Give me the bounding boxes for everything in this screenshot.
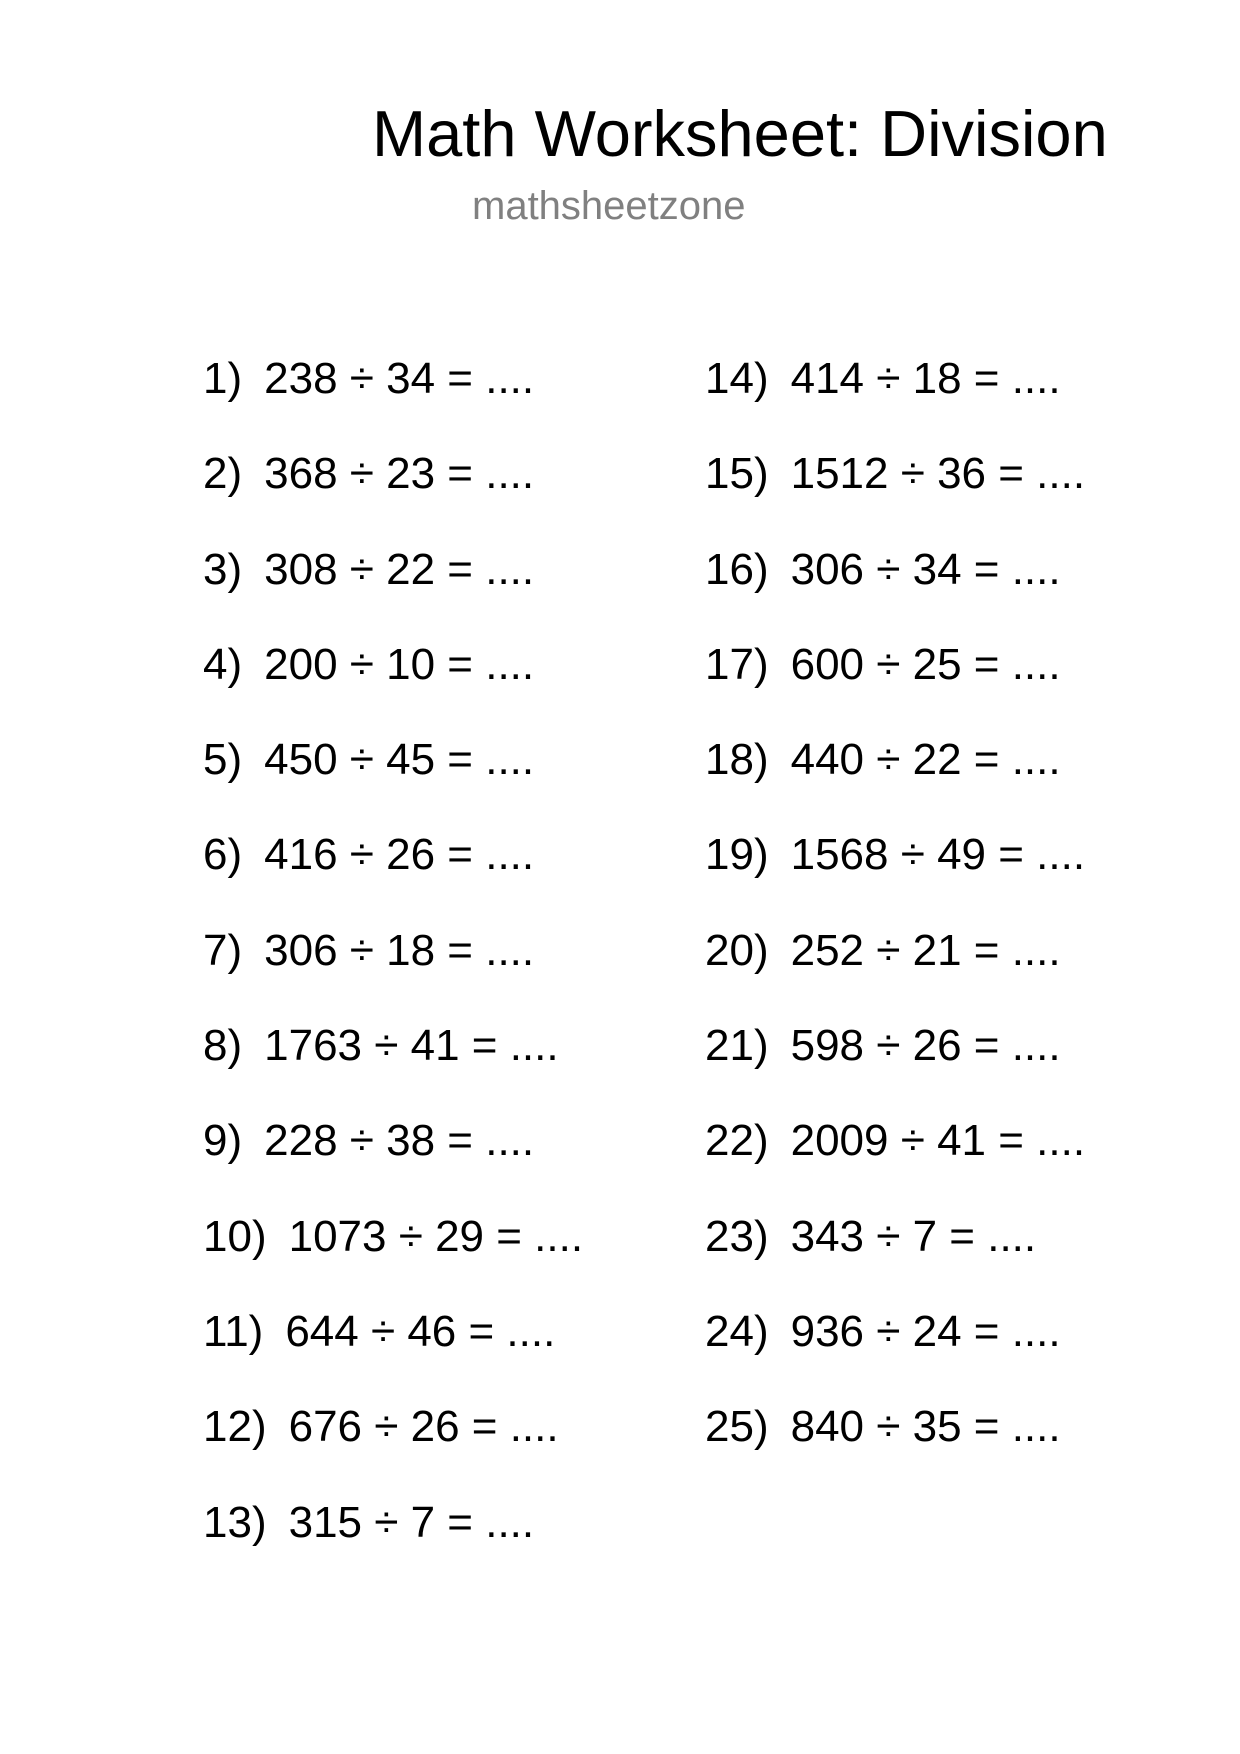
problem-item [203, 1212, 583, 1307]
problem-item [705, 1402, 1085, 1497]
problem-item [705, 1021, 1085, 1116]
problem-equation: 1763 ÷ 41 = .... [264, 1021, 559, 1071]
problem-equation: 414 ÷ 18 = .... [790, 354, 1061, 403]
problem-item [705, 354, 1085, 449]
problem-number: 2) [203, 449, 243, 499]
problem-number: 20) [705, 925, 769, 975]
problem-equation: 238 ÷ 34 = .... [264, 354, 535, 403]
problem-number: 3) [203, 544, 243, 594]
problem-equation: 2009 ÷ 41 = .... [790, 1116, 1086, 1166]
problem-item [203, 830, 583, 925]
problem-item [203, 1307, 583, 1402]
problem-equation: 368 ÷ 23 = .... [264, 449, 535, 499]
problem-number: 14) [705, 354, 769, 403]
problem-equation: 840 ÷ 35 = .... [790, 1402, 1061, 1452]
problem-number: 9) [203, 1116, 243, 1166]
problem-item [203, 926, 583, 1021]
problem-item [203, 1402, 583, 1497]
problem-item [203, 640, 583, 735]
problem-equation: 1512 ÷ 36 = .... [790, 449, 1086, 499]
problem-equation: 450 ÷ 45 = .... [264, 735, 535, 785]
problem-equation: 308 ÷ 22 = .... [264, 544, 535, 594]
problem-item [705, 545, 1085, 640]
problem-equation: 936 ÷ 24 = .... [790, 1306, 1061, 1356]
problem-number: 24) [705, 1306, 769, 1356]
problem-item [203, 1498, 583, 1593]
problem-equation: 1568 ÷ 49 = .... [790, 830, 1086, 880]
problem-equation: 200 ÷ 10 = .... [264, 639, 535, 689]
problem-equation: 306 ÷ 18 = .... [264, 925, 535, 975]
problem-number: 10) [203, 1211, 267, 1261]
problem-number: 16) [705, 544, 769, 594]
problem-number: 22) [705, 1116, 769, 1166]
problem-item [705, 1307, 1085, 1402]
problem-equation: 252 ÷ 21 = .... [790, 925, 1061, 975]
problem-number: 5) [203, 735, 243, 785]
problem-number: 7) [203, 925, 243, 975]
problem-item [705, 640, 1085, 735]
problem-equation: 315 ÷ 7 = .... [288, 1497, 535, 1547]
problem-number: 15) [705, 449, 769, 499]
problem-number: 6) [203, 830, 243, 880]
worksheet-title: Math Worksheet: Division [372, 97, 1108, 170]
problem-number: 8) [203, 1021, 243, 1071]
problem-equation: 306 ÷ 34 = .... [790, 544, 1061, 594]
problem-item [705, 735, 1085, 830]
problem-number: 11) [203, 1306, 264, 1356]
problem-number: 25) [705, 1402, 769, 1452]
problem-number: 21) [705, 1021, 769, 1071]
problem-number: 23) [705, 1211, 769, 1261]
problem-item [705, 1116, 1085, 1211]
problem-item [203, 735, 583, 830]
problem-equation: 644 ÷ 46 = .... [285, 1306, 556, 1356]
problem-column-right [705, 354, 1085, 1498]
problem-number: 18) [705, 735, 769, 785]
worksheet-source: mathsheetzone [472, 184, 746, 228]
problem-equation: 676 ÷ 26 = .... [288, 1402, 559, 1452]
problem-number: 4) [203, 639, 243, 689]
problem-column-left [203, 354, 583, 1593]
problem-equation: 343 ÷ 7 = .... [790, 1211, 1037, 1261]
problem-number: 19) [705, 830, 769, 880]
problem-item [705, 830, 1085, 925]
problem-equation: 440 ÷ 22 = .... [790, 735, 1061, 785]
problem-item [705, 1212, 1085, 1307]
problem-equation: 1073 ÷ 29 = .... [288, 1211, 584, 1261]
problem-equation: 416 ÷ 26 = .... [264, 830, 535, 880]
problem-number: 13) [203, 1497, 267, 1547]
problem-number: 12) [203, 1402, 267, 1452]
problem-number: 1) [203, 354, 243, 403]
problem-equation: 600 ÷ 25 = .... [790, 639, 1061, 689]
problem-equation: 228 ÷ 38 = .... [264, 1116, 535, 1166]
problem-equation: 598 ÷ 26 = .... [790, 1021, 1061, 1071]
problem-item [203, 354, 583, 449]
problem-number: 17) [705, 639, 769, 689]
problem-item [203, 545, 583, 640]
problem-item [705, 926, 1085, 1021]
problem-item [203, 1021, 583, 1116]
problem-item [203, 1116, 583, 1211]
problem-item [705, 449, 1085, 544]
problem-item [203, 449, 583, 544]
